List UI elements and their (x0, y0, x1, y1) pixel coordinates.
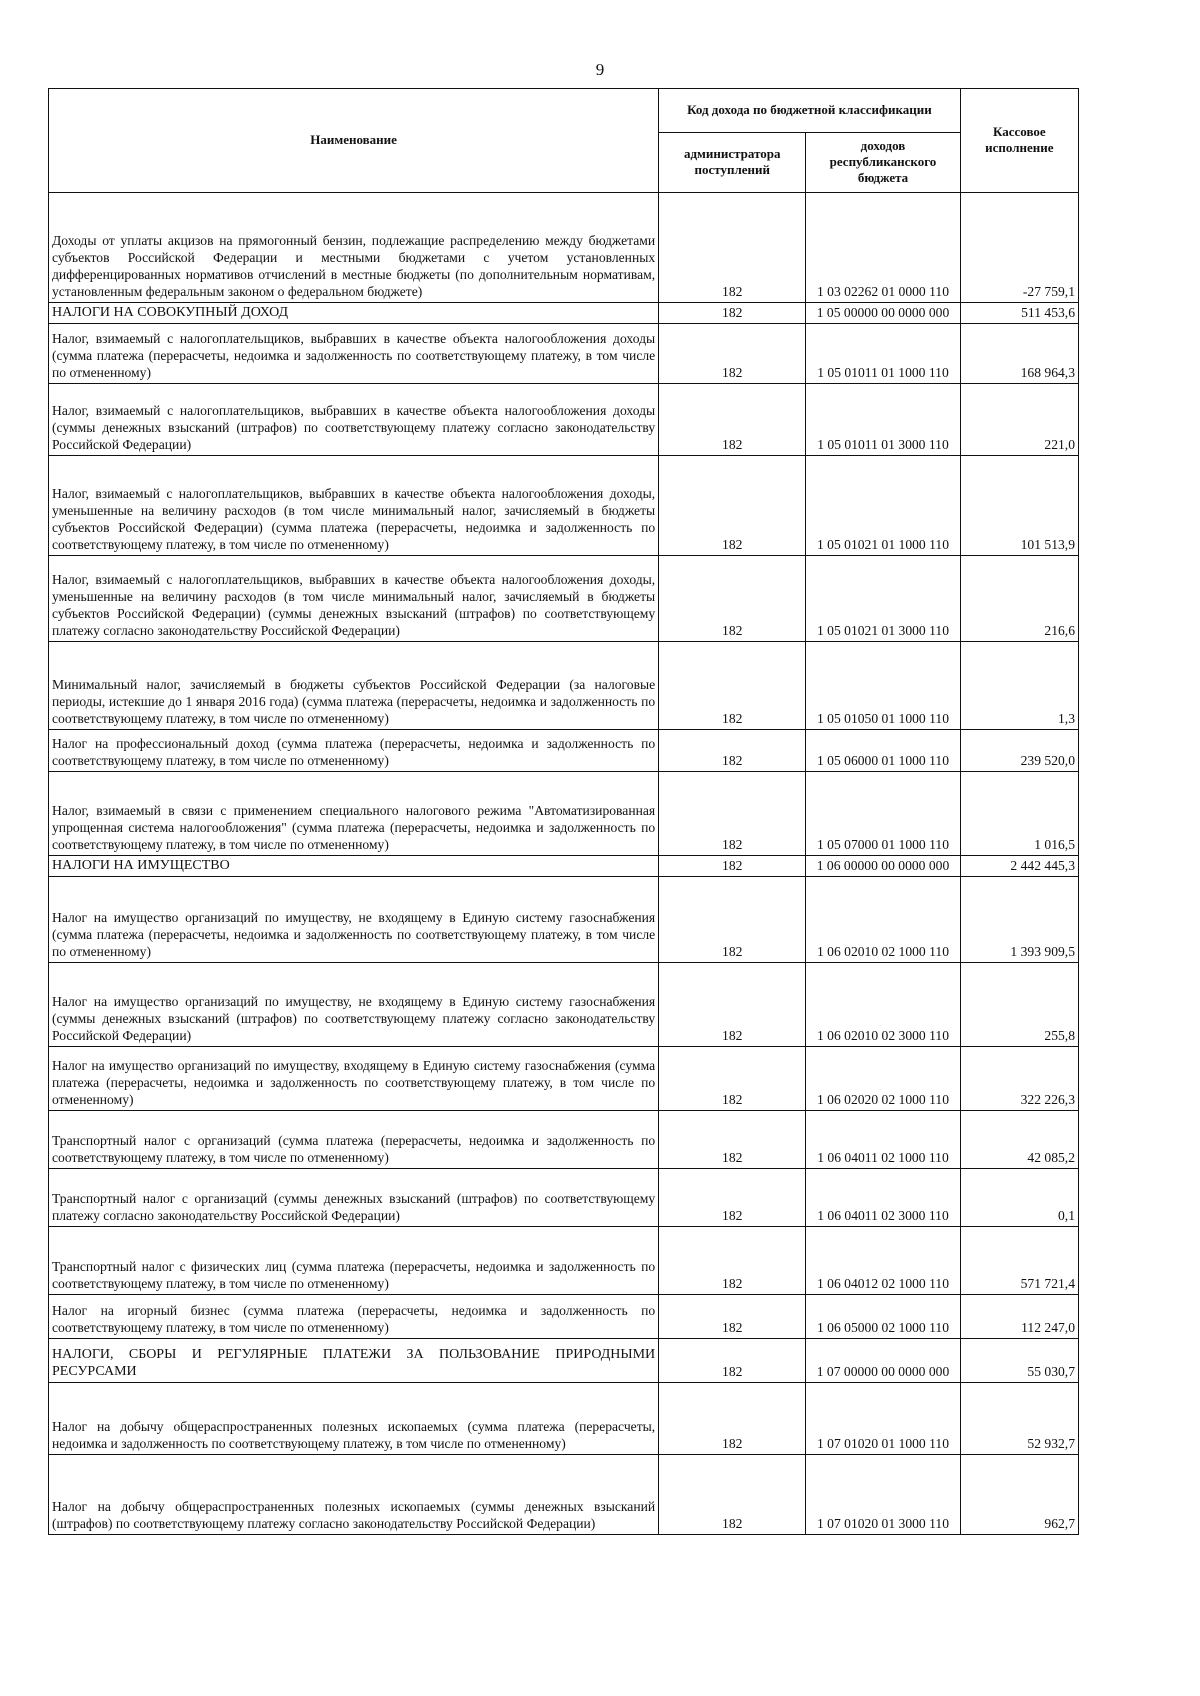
row-amount: 55 030,7 (960, 1339, 1078, 1383)
section-row (49, 1339, 1079, 1383)
table-row (49, 642, 1079, 730)
row-revenue-code: 1 05 07000 01 1000 110 (806, 772, 960, 856)
row-revenue-code: 1 06 04011 02 3000 110 (806, 1169, 960, 1227)
row-revenue-code: 1 05 01021 01 1000 110 (806, 456, 960, 556)
row-name: Транспортный налог с организаций (суммы денежных взысканий (штрафов) по соответствующему платежу согласно законодательству Российской Федерации) (49, 1169, 659, 1227)
row-amount: 221,0 (960, 384, 1078, 456)
table-row (49, 1295, 1079, 1339)
table-row (49, 193, 1079, 303)
row-name: Налог, взимаемый с налогоплательщиков, выбравших в качестве объекта налогообложения доходы, уменьшенные на величину расходов (в том числе минимальный налог, зачисляемый в бюджеты субъектов Российской Федерации) (суммы денежных взысканий (штрафов) по соответствующему платежу согласно законодательству Российской Федерации) (49, 556, 659, 642)
row-admin-code: 182 (659, 556, 806, 642)
row-name: Налог, взимаемый с налогоплательщиков, выбравших в качестве объекта налогообложения доходы (суммы денежных взысканий (штрафов) по соответствующему платежу согласно законодательству Российской Федерации) (49, 384, 659, 456)
row-admin-code: 182 (659, 1111, 806, 1169)
row-admin-code: 182 (659, 1227, 806, 1295)
row-name: НАЛОГИ НА ИМУЩЕСТВО (49, 856, 659, 877)
row-revenue-code: 1 07 01020 01 3000 110 (806, 1455, 960, 1535)
row-amount: 0,1 (960, 1169, 1078, 1227)
table-row (49, 324, 1079, 384)
row-amount: 1 393 909,5 (960, 877, 1078, 963)
header-code-group: Код дохода по бюджетной классификации (659, 89, 960, 133)
row-admin-code: 182 (659, 1047, 806, 1111)
table-body (49, 193, 1079, 1535)
row-name: Минимальный налог, зачисляемый в бюджеты субъектов Российской Федерации (за налоговые периоды, истекшие до 1 января 2016 года) (сумма платежа (перерасчеты, недоимка и задолженность по соответствующему платежу, в том числе по отмененному) (49, 642, 659, 730)
row-admin-code: 182 (659, 1295, 806, 1339)
row-name: НАЛОГИ НА СОВОКУПНЫЙ ДОХОД (49, 303, 659, 324)
row-name: Налог на имущество организаций по имуществу, входящему в Единую систему газоснабжения (сумма платежа (перерасчеты, недоимка и задолженность по соответствующему платежу, в том числе по отмененному) (49, 1047, 659, 1111)
row-amount: 101 513,9 (960, 456, 1078, 556)
row-amount: 511 453,6 (960, 303, 1078, 324)
row-revenue-code: 1 05 01021 01 3000 110 (806, 556, 960, 642)
table-header (49, 89, 1079, 193)
row-revenue-code: 1 07 01020 01 1000 110 (806, 1383, 960, 1455)
row-name: Налог, взимаемый в связи с применением специального налогового режима "Автоматизированная упрощенная система налогообложения" (сумма платежа (перерасчеты, недоимка и задолженность по соответствующему платежу, в том числе по отмененному) (49, 772, 659, 856)
row-admin-code: 182 (659, 1169, 806, 1227)
header-execution: Кассовое исполнение (960, 89, 1078, 193)
row-admin-code: 182 (659, 730, 806, 772)
header-admin: администратора поступлений (659, 133, 806, 193)
row-amount: 322 226,3 (960, 1047, 1078, 1111)
row-admin-code: 182 (659, 303, 806, 324)
row-name: Налог на имущество организаций по имуществу, не входящему в Единую систему газоснабжения (сумма платежа (перерасчеты, недоимка и задолженность по соответствующему платежу, в том числе по отмененному) (49, 877, 659, 963)
row-revenue-code: 1 06 02010 02 3000 110 (806, 963, 960, 1047)
row-amount: 168 964,3 (960, 324, 1078, 384)
section-row (49, 303, 1079, 324)
table-row (49, 1455, 1079, 1535)
row-name: Налог на профессиональный доход (сумма платежа (перерасчеты, недоимка и задолженность по соответствующему платежу, в том числе по отмененному) (49, 730, 659, 772)
section-row (49, 856, 1079, 877)
row-revenue-code: 1 06 02020 02 1000 110 (806, 1047, 960, 1111)
row-name: НАЛОГИ, СБОРЫ И РЕГУЛЯРНЫЕ ПЛАТЕЖИ ЗА ПОЛЬЗОВАНИЕ ПРИРОДНЫМИ РЕСУРСАМИ (49, 1339, 659, 1383)
table-row (49, 963, 1079, 1047)
row-revenue-code: 1 05 01050 01 1000 110 (806, 642, 960, 730)
table-row (49, 456, 1079, 556)
row-amount: 255,8 (960, 963, 1078, 1047)
row-amount: 216,6 (960, 556, 1078, 642)
row-revenue-code: 1 07 00000 00 0000 000 (806, 1339, 960, 1383)
table-row (49, 1111, 1079, 1169)
row-amount: 1 016,5 (960, 772, 1078, 856)
budget-revenue-table (48, 88, 1079, 1535)
row-admin-code: 182 (659, 856, 806, 877)
row-admin-code: 182 (659, 877, 806, 963)
row-revenue-code: 1 05 06000 01 1000 110 (806, 730, 960, 772)
table-row (49, 1047, 1079, 1111)
row-name: Налог, взимаемый с налогоплательщиков, выбравших в качестве объекта налогообложения доходы (сумма платежа (перерасчеты, недоимка и задолженность по соответствующему платежу, в том числе по отмененному) (49, 324, 659, 384)
row-revenue-code: 1 05 00000 00 0000 000 (806, 303, 960, 324)
table-row (49, 1227, 1079, 1295)
row-name: Налог на добычу общераспространенных полезных ископаемых (сумма платежа (перерасчеты, недоимка и задолженность по соответствующему платежу, в том числе по отмененному) (49, 1383, 659, 1455)
row-amount: 112 247,0 (960, 1295, 1078, 1339)
row-name: Налог, взимаемый с налогоплательщиков, выбравших в качестве объекта налогообложения доходы, уменьшенные на величину расходов (в том числе минимальный налог, зачисляемый в бюджеты субъектов Российской Федерации) (сумма платежа (перерасчеты, недоимка и задолженность по соответствующему платежу, в том числе по отмененному) (49, 456, 659, 556)
row-revenue-code: 1 06 00000 00 0000 000 (806, 856, 960, 877)
row-name: Доходы от уплаты акцизов на прямогонный бензин, подлежащие распределению между бюджетами субъектов Российской Федерации и местными бюджетами с учетом установленных дифференцированных нормативов отчислений в местные бюджеты (по дополнительным нормативам, установленным федеральным законом о федеральном бюджете) (49, 193, 659, 303)
row-amount: 52 932,7 (960, 1383, 1078, 1455)
table-row (49, 1169, 1079, 1227)
row-name: Транспортный налог с организаций (сумма платежа (перерасчеты, недоимка и задолженность по соответствующему платежу, в том числе по отмененному) (49, 1111, 659, 1169)
row-amount: 1,3 (960, 642, 1078, 730)
row-admin-code: 182 (659, 642, 806, 730)
row-admin-code: 182 (659, 772, 806, 856)
table-row (49, 384, 1079, 456)
row-amount: 571 721,4 (960, 1227, 1078, 1295)
row-amount: -27 759,1 (960, 193, 1078, 303)
row-revenue-code: 1 06 05000 02 1000 110 (806, 1295, 960, 1339)
table-row (49, 1383, 1079, 1455)
row-admin-code: 182 (659, 384, 806, 456)
row-admin-code: 182 (659, 324, 806, 384)
row-revenue-code: 1 05 01011 01 1000 110 (806, 324, 960, 384)
row-name: Налог на имущество организаций по имуществу, не входящему в Единую систему газоснабжения (суммы денежных взысканий (штрафов) по соответствующему платежу согласно законодательству Российской Федерации) (49, 963, 659, 1047)
table-row (49, 730, 1079, 772)
row-amount: 2 442 445,3 (960, 856, 1078, 877)
row-amount: 962,7 (960, 1455, 1078, 1535)
row-name: Транспортный налог с физических лиц (сумма платежа (перерасчеты, недоимка и задолженность по соответствующему платежу, в том числе по отмененному) (49, 1227, 659, 1295)
row-admin-code: 182 (659, 1383, 806, 1455)
row-revenue-code: 1 06 04011 02 1000 110 (806, 1111, 960, 1169)
row-admin-code: 182 (659, 1339, 806, 1383)
row-revenue-code: 1 03 02262 01 0000 110 (806, 193, 960, 303)
row-name: Налог на добычу общераспространенных полезных ископаемых (суммы денежных взысканий (штрафов) по соответствующему платежу согласно законодательству Российской Федерации) (49, 1455, 659, 1535)
table-row (49, 877, 1079, 963)
row-name: Налог на игорный бизнес (сумма платежа (перерасчеты, недоимка и задолженность по соответствующему платежу, в том числе по отмененному) (49, 1295, 659, 1339)
row-revenue-code: 1 06 02010 02 1000 110 (806, 877, 960, 963)
header-revenue-code: доходов республиканского бюджета (806, 133, 960, 193)
row-revenue-code: 1 06 04012 02 1000 110 (806, 1227, 960, 1295)
table-row (49, 556, 1079, 642)
row-admin-code: 182 (659, 193, 806, 303)
row-amount: 42 085,2 (960, 1111, 1078, 1169)
table-row (49, 772, 1079, 856)
row-admin-code: 182 (659, 963, 806, 1047)
row-admin-code: 182 (659, 1455, 806, 1535)
row-amount: 239 520,0 (960, 730, 1078, 772)
header-name: Наименование (49, 89, 659, 193)
row-admin-code: 182 (659, 456, 806, 556)
page-number: 9 (595, 60, 605, 79)
row-revenue-code: 1 05 01011 01 3000 110 (806, 384, 960, 456)
